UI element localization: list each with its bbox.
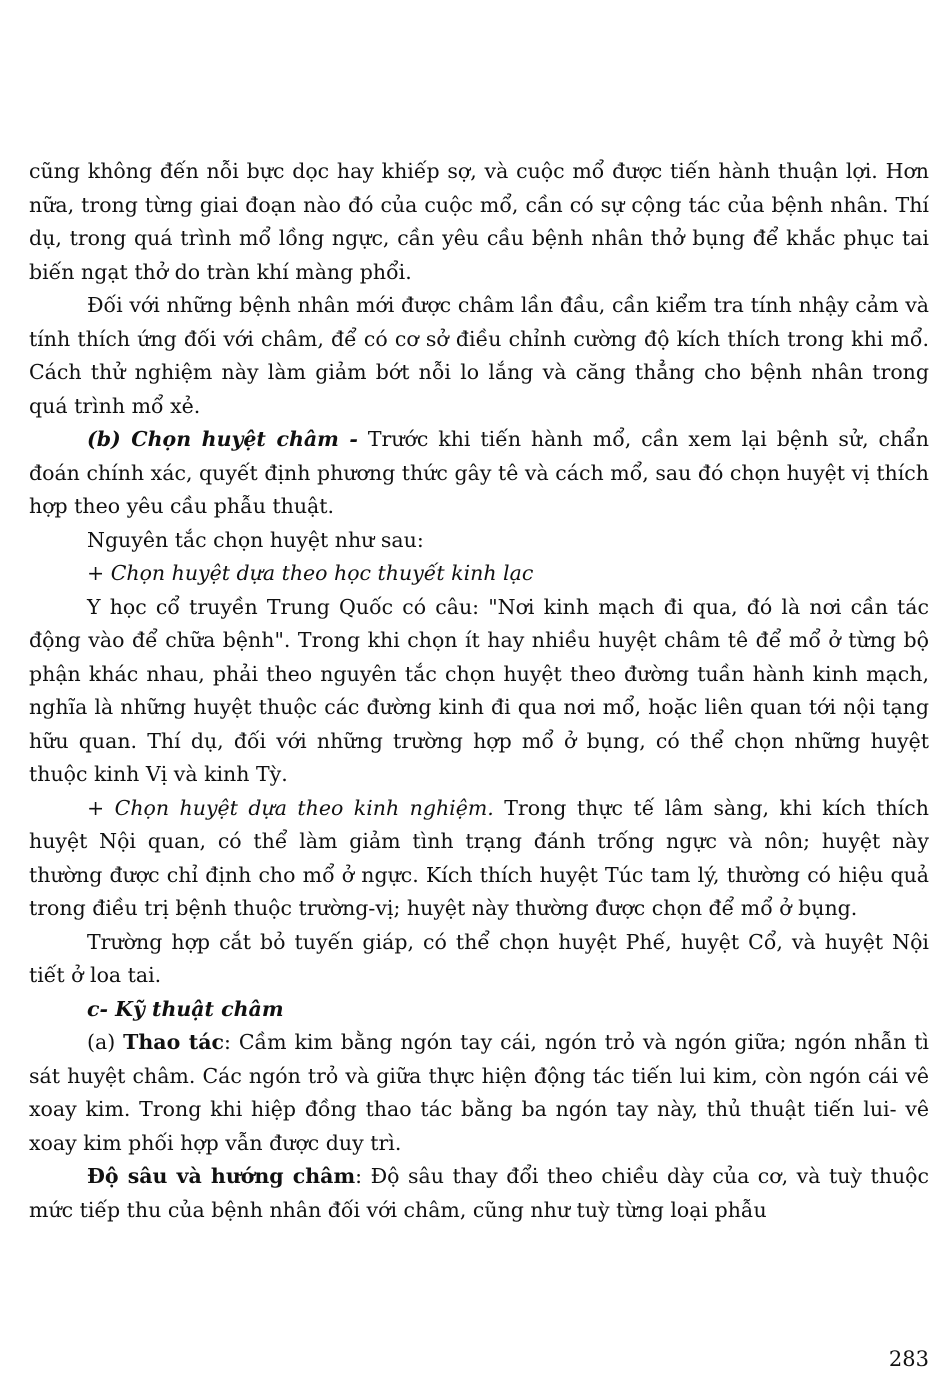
- paragraph-sensitivity-test: Đối với những bệnh nhân mới được châm lần đầu, cần kiểm tra tính nhậy cảm và tính thích ứng đối với châm, để có cơ sở điều chỉnh cường độ kích thích trong khi mổ. Cách thử nghiệm này làm giảm bớt nỗi lo lắng và căng thẳng cho bệnh nhân trong quá trình mổ xẻ.: [29, 293, 929, 418]
- subheading-meridian-theory: + Chọn huyệt dựa theo học thuyết kinh lạc: [87, 561, 534, 585]
- page-number: 283: [888, 1347, 929, 1371]
- section-heading-technique: c- Kỹ thuật châm: [87, 996, 284, 1021]
- subheading-operation: Thao tác: [123, 1030, 225, 1054]
- paragraph-experience: [29, 792, 929, 926]
- paragraph-choose-points: [29, 423, 929, 524]
- subheading-experience: + Chọn huyệt dựa theo kinh nghiệm.: [87, 795, 494, 820]
- subheading-depth-direction: Độ sâu và hướng châm: [87, 1164, 356, 1188]
- paragraph-depth-direction: [29, 1160, 929, 1227]
- paragraph-thyroid: Trường hợp cắt bỏ tuyến giáp, có thể chọn huyệt Phế, huyệt Cổ, và huyệt Nội tiết ở loa tai.: [29, 929, 929, 987]
- paragraph-experience-text: Trong thực tế lâm sàng, khi kích thích huyệt Nội quan, có thể làm giảm tình trạng đánh trống ngực và nôn; huyệt này thường được chỉ định cho mổ ở ngực. Kích thích huyệt Túc tam lý, thường có hiệu quả trong điều trị bệnh thuộc trường-vị; huyệt này thường được chọn để mổ ở bụng.: [29, 795, 929, 920]
- page-body: [29, 155, 929, 1227]
- paragraph-operation-text: : Cầm kim bằng ngón tay cái, ngón trỏ và ngón giữa; ngón nhẫn tì sát huyệt châm. Các ngón trỏ và giữa thực hiện động tác tiến lui kim, còn ngón cái vê xoay kim. Trong khi hiệp đồng thao tác bằng ba ngón tay này, thủ thuật tiến lui- vê xoay kim phối hợp vẫn được duy trì.: [29, 1030, 929, 1155]
- operation-prefix: (a): [87, 1030, 124, 1054]
- paragraph-depth-direction-text: : Độ sâu thay đổi theo chiều dày của cơ, và tuỳ thuộc mức tiếp thu của bệnh nhân đối với châm, cũng như tuỳ từng loại phẫu: [29, 1164, 929, 1222]
- paragraph-choose-points-text: Trước khi tiến hành mổ, cần xem lại bệnh sử, chẩn đoán chính xác, quyết định phương thức gây tê và cách mổ, sau đó chọn huyệt vị thích hợp theo yêu cầu phẫu thuật.: [29, 427, 929, 518]
- subheading-choose-points: (b) Chọn huyệt châm -: [87, 427, 358, 451]
- paragraph-meridian-theory: Y học cổ truyền Trung Quốc có câu: "Nơi kinh mạch đi qua, đó là nơi cần tác động vào để chữa bệnh". Trong khi chọn ít hay nhiều huyệt châm tê để mổ ở từng bộ phận khác nhau, phải theo nguyên tắc chọn huyệt theo đường tuần hành kinh mạch, nghĩa là những huyệt thuộc các đường kinh đi qua nơi mổ, hoặc liên quan tới nội tạng hữu quan. Thí dụ, đối với những trường hợp mổ ở bụng, có thể chọn những huyệt thuộc kinh Vị và kinh Tỳ.: [29, 594, 929, 786]
- paragraph-continuation: cũng không đến nỗi bực dọc hay khiếp sợ, và cuộc mổ được tiến hành thuận lợi. Hơn nữa, trong từng giai đoạn nào đó của cuộc mổ, cần có sự cộng tác của bệnh nhân. Thí dụ, trong quá trình mổ lồng ngực, cần yêu cầu bệnh nhân thở bụng để khắc phục tai biến ngạt thở do tràn khí màng phổi.: [29, 159, 929, 284]
- paragraph-operation: [29, 1026, 929, 1160]
- paragraph-principles: Nguyên tắc chọn huyệt như sau:: [87, 527, 424, 552]
